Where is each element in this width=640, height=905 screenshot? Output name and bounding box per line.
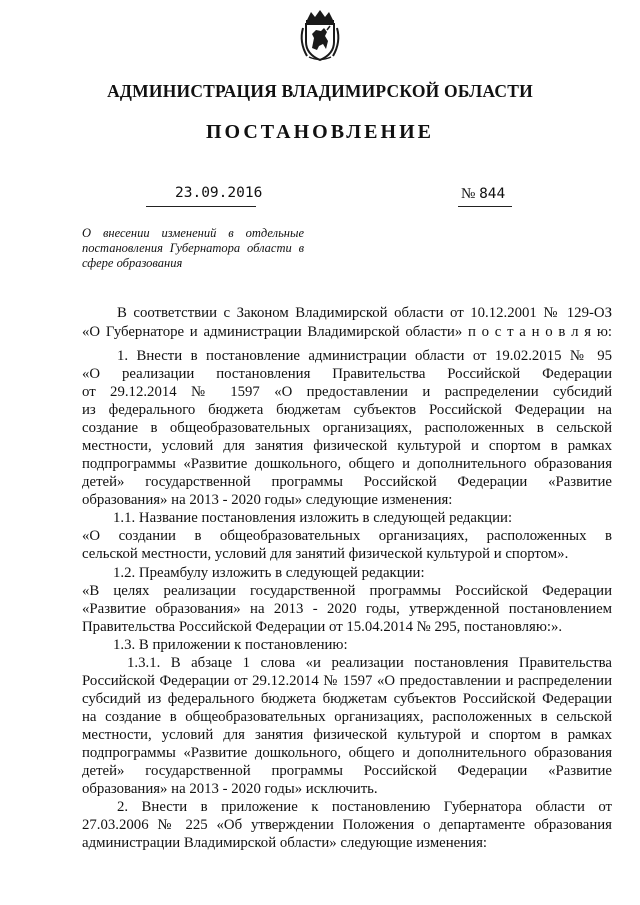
body-line: 1. Внести в постановление администрации области от 19.02.2015 № 95: [117, 348, 612, 364]
subject-line: О внесении изменений в отдельные: [82, 226, 304, 240]
date-underline: [146, 206, 256, 207]
document-type-heading: ПОСТАНОВЛЕНИЕ: [206, 121, 434, 143]
body-line: 1.3.1. В абзаце 1 слова «и реализации постановления Правительства: [127, 655, 612, 671]
number-prefix: №: [461, 186, 476, 202]
body-line: подпрограммы «Развитие дошкольного, общего и дополнительного образования: [82, 456, 612, 472]
body-line: 2. Внести в приложение к постановлению Губернатора области от: [117, 799, 612, 815]
body-line: на создание в общеобразовательных организациях, расположенных в сельской: [82, 709, 612, 725]
body-line: «В целях реализации государственной программы Российской Федерации: [82, 583, 612, 599]
body-line: «О реализации постановления Правительства Российской Федерации: [82, 366, 612, 382]
body-line: администрации Владимирской области» следующие изменения:: [82, 835, 487, 851]
body-line: от 29.12.2014 № 1597 «О предоставлении и распределении субсидий: [82, 384, 612, 400]
body-line: местности, условий для занятия физической культурой и спортом в рамках: [82, 438, 612, 454]
body-line: образования» на 2013 - 2020 годы» следующие изменения:: [82, 492, 453, 508]
body-line: образования» на 2013 - 2020 годы» исключить.: [82, 781, 378, 797]
coat-of-arms-icon: [297, 8, 343, 62]
body-line: Правительства Российской Федерации от 15.04.2014 № 295, постановляю:».: [82, 619, 563, 635]
body-line: создание в общеобразовательных организациях, расположенных в сельской: [82, 420, 612, 436]
subject-line: постановления Губернатора области в: [82, 241, 304, 255]
number-underline: [458, 206, 512, 207]
administration-title: АДМИНИСТРАЦИЯ ВЛАДИМИРСКОЙ ОБЛАСТИ: [107, 81, 533, 101]
body-line: 27.03.2006 № 225 «Об утверждении Положения о департаменте образования: [82, 817, 612, 833]
body-line: субсидий из федерального бюджета бюджетам субъектов Российской Федерации: [82, 691, 612, 707]
body-line: В соответствии с Законом Владимирской области от 10.12.2001 № 129-ОЗ: [117, 305, 612, 321]
body-line: «О создании в общеобразовательных организациях, расположенных в: [82, 528, 612, 544]
body-line: 1.2. Преамбулу изложить в следующей редакции:: [113, 565, 425, 581]
document-subject: [82, 226, 304, 271]
body-line: сельской местности, условий для занятий физической культурой и спортом».: [82, 546, 569, 562]
body-line: местности, условий для занятия физической культурой и спортом в рамках: [82, 727, 612, 743]
body-line: из федерального бюджета бюджетам субъектов Российской Федерации на: [82, 402, 612, 418]
body-line: «О Губернаторе и администрации Владимирской области» п о с т а н о в л я ю:: [82, 324, 612, 340]
body-line: Российской Федерации от 29.12.2014 № 1597 «О предоставлении и распределении: [82, 673, 612, 689]
body-line: 1.1. Название постановления изложить в следующей редакции:: [113, 510, 513, 526]
body-line: детей» государственной программы Российской Федерации «Развитие: [82, 763, 612, 779]
body-line: детей» государственной программы Российской Федерации «Развитие: [82, 474, 612, 490]
body-line: «Развитие образования» на 2013 - 2020 годы, утвержденной постановлением: [82, 601, 612, 617]
document-date: 23.09.2016: [175, 185, 263, 201]
body-line: подпрограммы «Развитие дошкольного, общего и дополнительного образования: [82, 745, 612, 761]
document-number-block: [461, 186, 505, 203]
subject-line: сфере образования: [82, 256, 183, 270]
body-line: 1.3. В приложении к постановлению:: [113, 637, 348, 653]
document-number: 844: [479, 186, 506, 202]
